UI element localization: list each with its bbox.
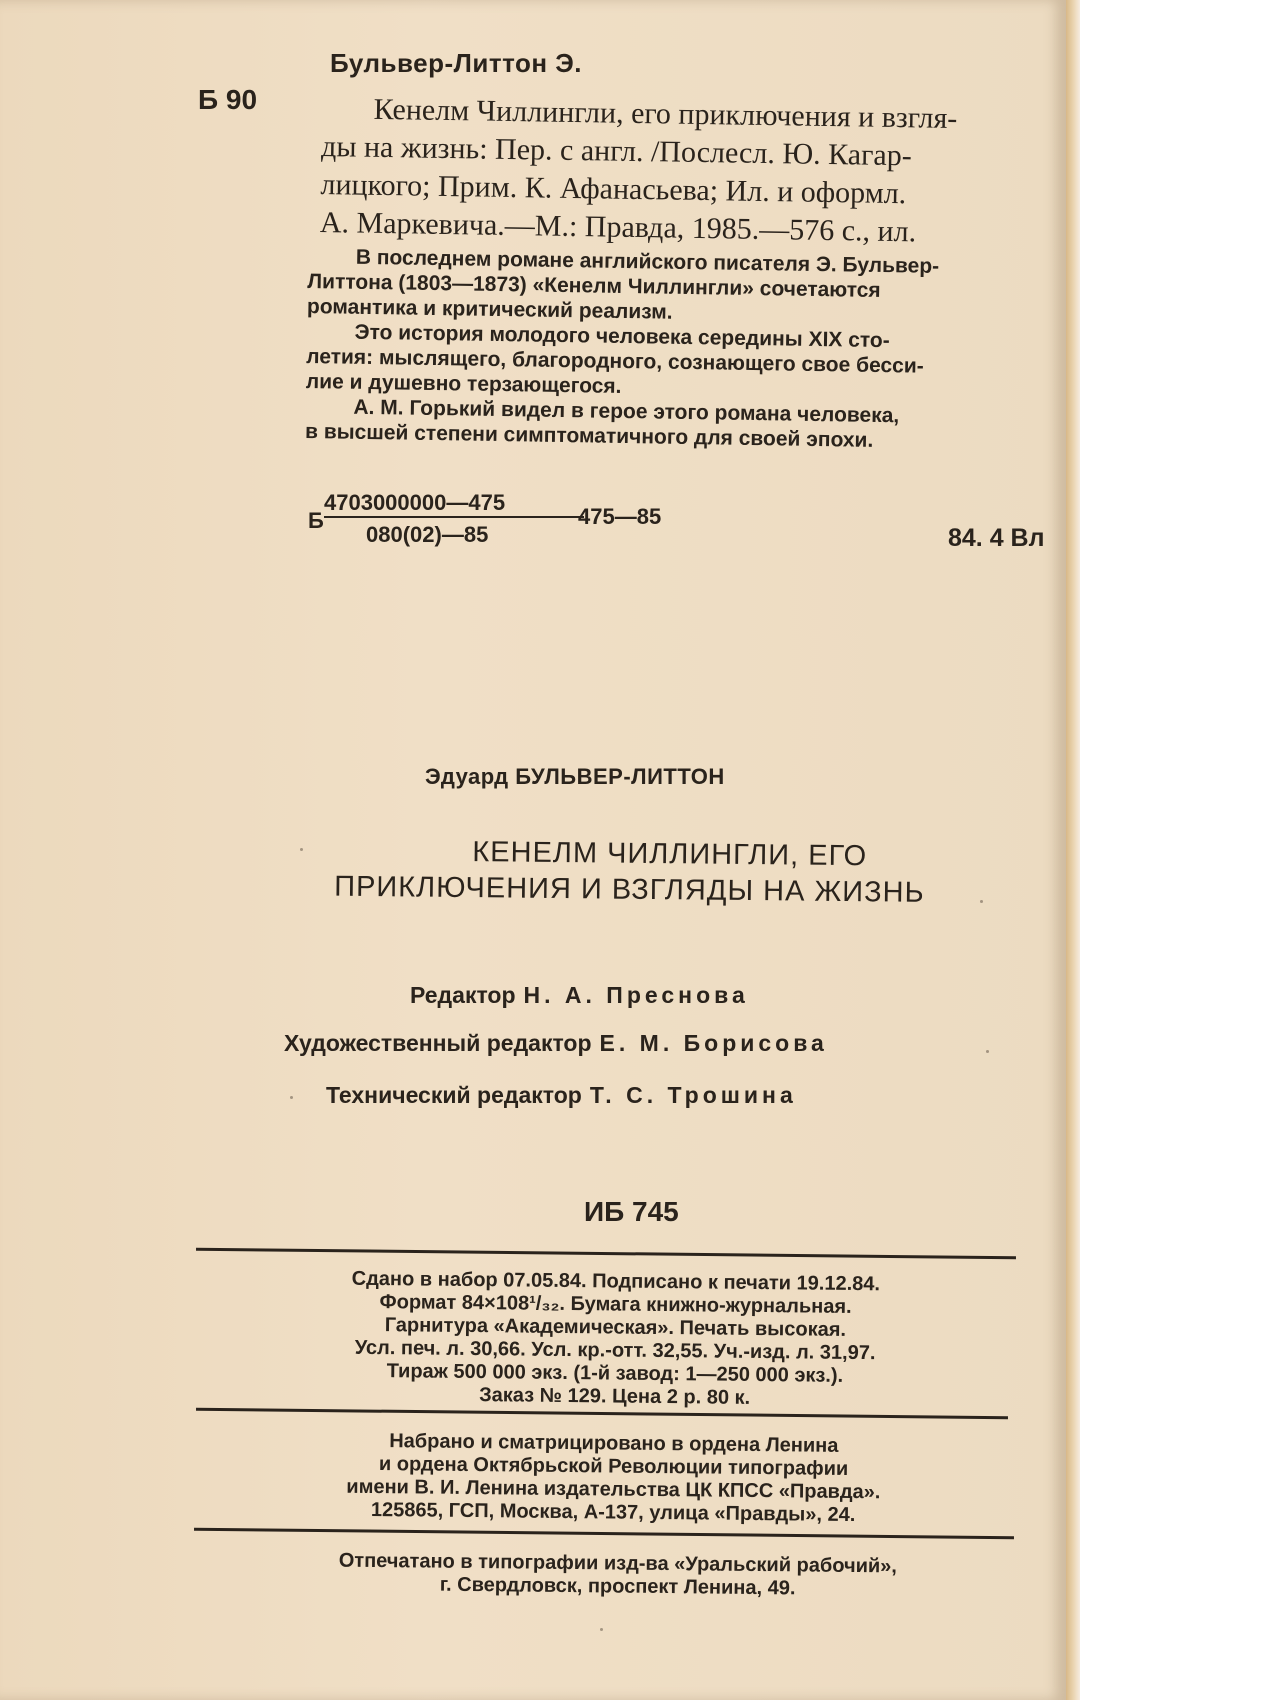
imprint-line: 125865, ГСП, Москва, А-137, улица «Правды», 24. [370,1498,856,1527]
imprint-line: Формат 84×108¹/₃₂. Бумага книжно-журнальная. [379,1291,852,1318]
credit-name: Е. М. Борисова [599,1030,828,1056]
catalog-author-heading: Бульвер-Литтон Э. [330,48,582,78]
bibliographic-description [320,90,1052,253]
typesetting-data [183,1428,1044,1529]
fraction-denominator: 080(02)—85 [366,522,489,547]
credit-role: Редактор [410,982,516,1008]
annotation-line: В последнем романе английского писателя Э. Бульвер- [355,245,940,278]
credit-name: Н. А. Преснова [523,982,749,1008]
imprint-line: Сдано в набор 07.05.84. Подписано к печати 19.12.84. [351,1267,881,1296]
biblio-line: ды на жизнь: Пер. с англ. /Послесл. Ю. Кагар- [320,129,912,173]
imprint-line: г. Свердловск, проспект Ленина, 49. [439,1573,796,1600]
credit-role: Художественный редактор [284,1030,592,1056]
biblio-line: Кенелм Чиллингли, его приключения и взгля- [373,92,958,135]
imprint-line: Заказ № 129. Цена 2 р. 80 к. [479,1384,751,1409]
page-speck [300,848,303,851]
annotation-line: романтика и критический реализм. [306,294,673,324]
page-edge [1066,0,1080,1700]
book-title [269,832,990,912]
credit-editor [410,982,749,1009]
credit-tech-editor [326,1082,797,1109]
annotation-line: лие и душевно терзающегося. [305,369,622,398]
title-line: КЕНЕЛМ ЧИЛЛИНГЛИ, ЕГО [472,836,868,873]
bbk-index: 84. 4 Вл [948,524,1045,552]
fraction-prefix: Б [308,508,324,533]
annotation [305,244,1058,456]
page-speck [600,1628,603,1631]
imprint-line: Усл. печ. л. 30,66. Усл. кр.-отт. 32,55. Уч.-изд. л. 31,97. [354,1336,876,1365]
credit-name: Т. С. Трошина [589,1082,797,1108]
imprint-line: Отпечатано в типографии изд-ва «Уральский рабочий», [338,1549,898,1578]
fraction-suffix: 475—85 [578,504,662,529]
fraction-numerator: 4703000000—475 [324,490,506,515]
annotation-line: А. М. Горький видел в герое этого романа человека, [353,395,900,428]
page-speck [290,1096,293,1099]
imprint-line: Набрано и сматрицировано в ордена Ленина [389,1430,839,1457]
annotation-line: Литтона (1803—1873) «Кенелм Чиллингли» сочетаются [307,269,881,302]
annotation-line: в высшей степени симптоматичного для своей эпохи. [304,419,874,452]
ib-number: ИБ 745 [584,1196,679,1227]
credit-role: Технический редактор [326,1082,582,1108]
imprint-line: имени В. И. Ленина издательства ЦК КПСС «Правда». [346,1475,881,1504]
printing-data [188,1548,1048,1603]
credit-art-editor [284,1030,828,1057]
imprint-line: Гарнитура «Академическая». Печать высокая. [384,1314,847,1341]
title-page-author: Эдуард БУЛЬВЕР-ЛИТТОН [425,764,725,789]
page-speck [980,900,983,903]
title-line: ПРИКЛЮЧЕНИЯ И ВЗГЛЯДЫ НА ЖИЗНЬ [334,870,925,909]
imprint-line: и ордена Октябрьской Революции типографии [378,1453,849,1480]
imprint-line: Тираж 500 000 экз. (1-й завод: 1—250 000 экз.). [386,1360,844,1387]
fraction-bar [324,516,584,518]
page-speck [986,1050,989,1053]
production-data [185,1266,1046,1413]
catalog-code: Б 90 [198,84,258,115]
biblio-line: лицкого; Прим. К. Афанасьева; Ил. и оформл. [320,167,907,211]
annotation-line: летия: мыслящего, благородного, сознающего свое бесси- [306,344,924,378]
annotation-line: Это история молодого человека середины XIX сто- [354,320,890,353]
biblio-line: А. Маркевича.—М.: Правда, 1985.—576 с., ил. [319,205,917,249]
